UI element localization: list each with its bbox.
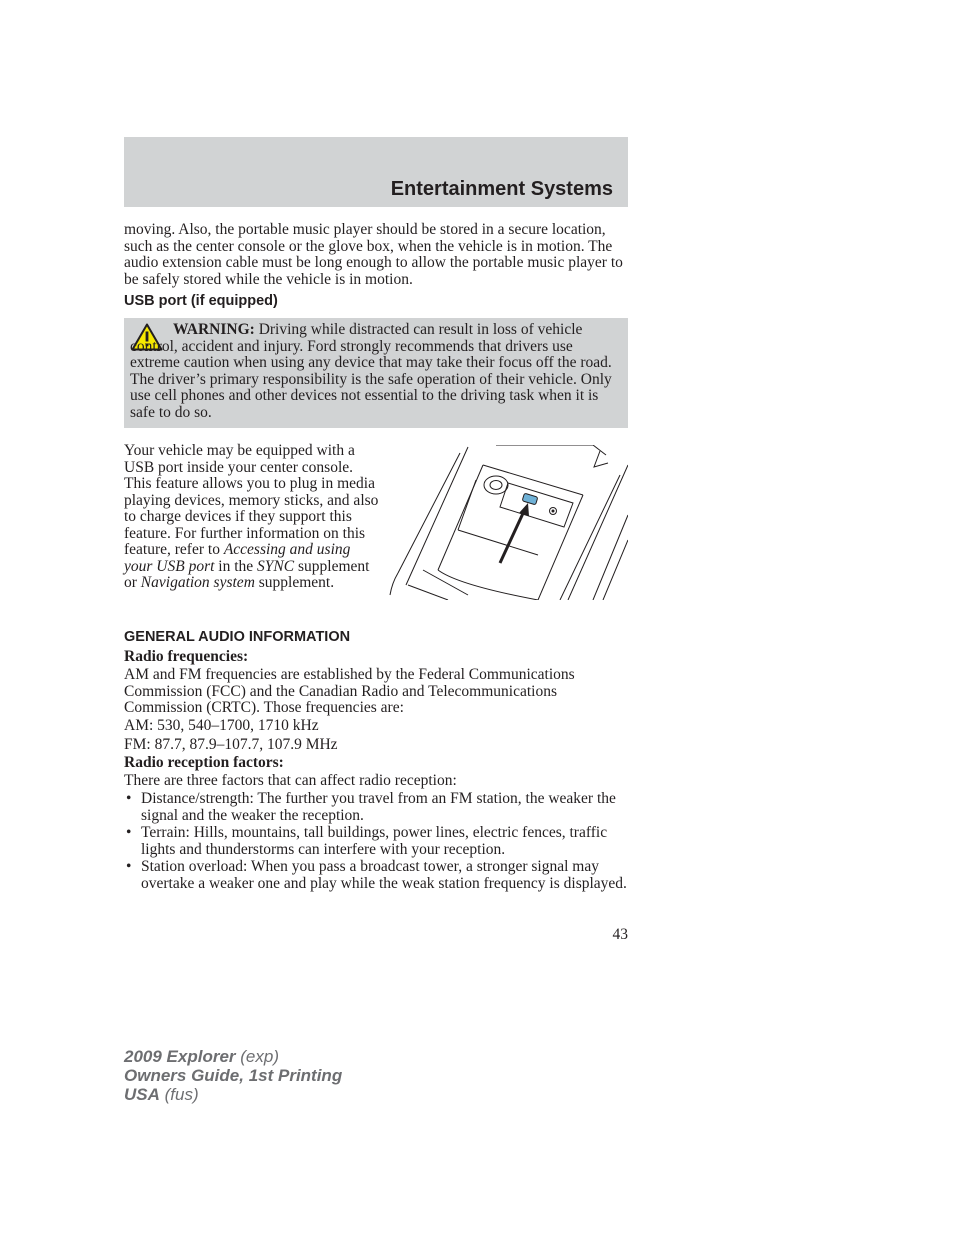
footer-model-code: (exp) [240, 1047, 279, 1066]
reception-factors-label-text: Radio reception factors: [124, 754, 284, 771]
page-number: 43 [612, 926, 628, 943]
usb-ref-accessing: Accessing and using your USB port [124, 541, 351, 575]
footer-line-1 [124, 1047, 342, 1066]
warning-text [130, 322, 620, 421]
usb-body-part3: supplement or [124, 557, 370, 591]
footer-model: 2009 Explorer [124, 1047, 236, 1066]
usb-ref-sync: SYNC [257, 557, 295, 575]
section-title: Entertainment Systems [390, 178, 613, 200]
bullet-icon: • [126, 790, 132, 807]
usb-body-part4: supplement. [254, 574, 335, 591]
usb-body-part2: in the [214, 557, 258, 575]
usb-port-console-illustration [388, 445, 628, 600]
reception-factors-list [124, 791, 628, 893]
list-item-text: Terrain: Hills, mountains, tall buildings, power lines, electric fences, traffic lights and thunderstorms can interfere with your reception. [141, 824, 608, 858]
footer-print-info [124, 1047, 342, 1104]
section-header-band [124, 137, 628, 207]
fm-frequencies: FM: 87.7, 87.9–107.7, 107.9 MHz [124, 736, 338, 753]
radio-frequencies-label [124, 649, 628, 666]
bullet-icon: • [126, 858, 132, 875]
radio-frequencies-text: AM and FM frequencies are established by the Federal Communications Commission (FCC) and the Canadian Radio and Telecommunications Commission (CRTC). Those frequencies are: [124, 666, 575, 716]
footer-market: USA [124, 1085, 160, 1104]
reception-factors-label [124, 755, 628, 772]
usb-ref-navigation: Navigation system [140, 574, 255, 591]
list-item [124, 859, 628, 892]
footer-line-2 [124, 1066, 342, 1085]
warning-box [124, 318, 628, 428]
radio-frequencies-label-text: Radio frequencies: [124, 648, 249, 665]
reception-intro: There are three factors that can affect radio reception: [124, 772, 457, 789]
am-frequencies: AM: 530, 540–1700, 1710 kHz [124, 717, 319, 734]
usb-port-heading: USB port (if equipped) [124, 293, 278, 309]
usb-body-text [124, 443, 382, 592]
bullet-icon: • [126, 824, 132, 841]
intro-paragraph: moving. Also, the portable music player should be stored in a secure location, such as the center console or the glove box, when the vehicle is in motion. The audio extension cable must be long enough to allow the portable music player to be safely stored while the vehicle is in motion. [124, 221, 623, 288]
list-item [124, 825, 628, 858]
warning-body: Driving while distracted can result in loss of vehicle control, accident and injury. Ford strongly recommends that drivers use extreme caution when using any device that may take their focus off the road. The driver’s primary responsibility is the safe operation of their vehicle. Only use cell phones and other devices not essential to the driving task when it is safe to do so. [130, 321, 612, 421]
footer-market-code: (fus) [164, 1085, 199, 1104]
general-audio-heading: GENERAL AUDIO INFORMATION [124, 629, 351, 645]
usb-body-part1: Your vehicle may be equipped with a USB port inside your center console. This feature allows you to plug in media playing devices, memory sticks, and also to charge devices if they support this feature. For further information on this feature, refer to [124, 442, 379, 558]
warning-label: WARNING: [173, 321, 255, 338]
footer-printing: Owners Guide, 1st Printing [124, 1066, 343, 1085]
list-item [124, 791, 628, 824]
footer-line-3 [124, 1085, 342, 1104]
list-item-text: Distance/strength: The further you travel from an FM station, the weaker the signal and the weaker the reception. [141, 790, 616, 824]
list-item-text: Station overload: When you pass a broadcast tower, a stronger signal may overtake a weaker one and play while the weak station frequency is displayed. [141, 858, 627, 892]
